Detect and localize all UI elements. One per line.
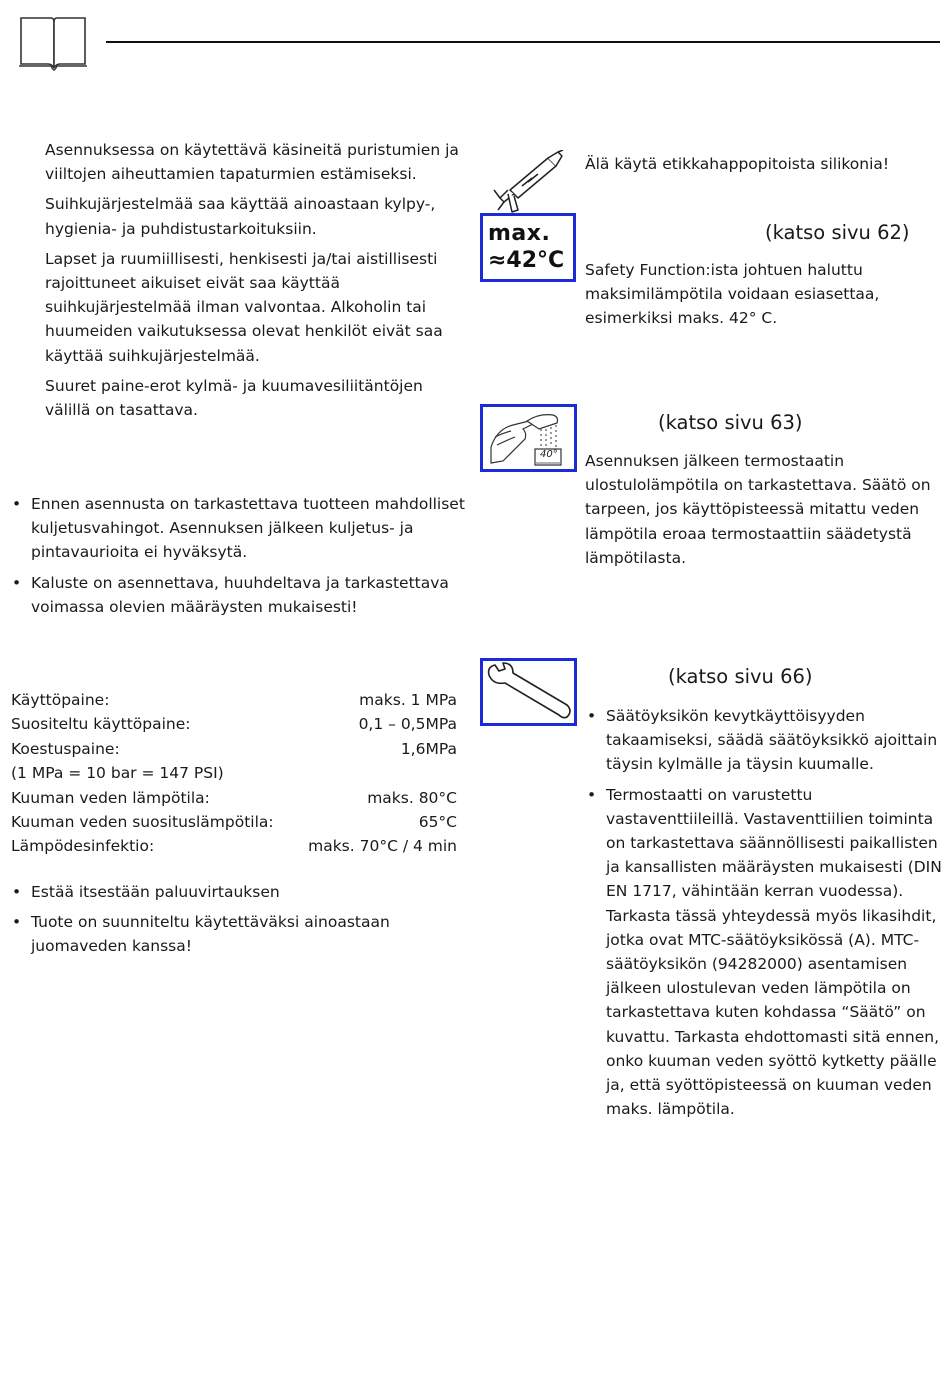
list-item: • Tuote on suunniteltu käytettäväksi ainoastaan juomaveden kanssa! (10, 910, 470, 958)
silicone-warning: Älä käytä etikkahappopitoista silikonia! (585, 155, 890, 173)
page-reference: (katso sivu 66) (668, 665, 813, 688)
spec-value: 65°C (418, 812, 457, 831)
safety-note: Suuret paine-erot kylmä- ja kuumavesiliitäntöjen välillä on tasattava. (45, 376, 423, 420)
open-book-icon (18, 14, 88, 72)
spec-value: maks. 80°C (367, 788, 457, 807)
safety-notes (45, 138, 465, 428)
technical-data (11, 688, 457, 859)
list-item: • Ennen asennusta on tarkastettava tuotteen mahdolliset kuljetusvahingot. Asennuksen jälkeen kuljetus- ja pintavaurioita ei hyväksytä. (10, 492, 470, 565)
thermometer-display: 40° (540, 449, 558, 460)
spec-label: Kuuman veden lämpötila: (11, 788, 210, 807)
installation-notes (10, 492, 470, 625)
safety-note: Suihkujärjestelmää saa käyttää ainoastaan kylpy-, hygienia- ja puhdistustarkoituksiin. (45, 195, 436, 238)
silicone-gun-icon (492, 150, 564, 214)
header-rule (106, 41, 940, 43)
spec-value: maks. 70°C / 4 min (308, 837, 457, 856)
spec-row (11, 761, 457, 785)
symbol-notes (10, 880, 470, 965)
max-temp-label: ≈42°C (488, 248, 565, 273)
spec-row (11, 786, 457, 810)
hand-shower-drawing (483, 407, 574, 469)
spec-row (11, 737, 457, 761)
spec-label: Käyttöpaine: (11, 691, 110, 709)
spec-label: Lämpödesinfektio: (11, 837, 155, 856)
list-item-text: Termostaatti on varustettu vastaventtiileillä. Vastaventtiilien toiminta on tarkastettava säännöllisesti paikallisten ja kansallisten määräysten mukaisesti (DIN EN 1717, vähintään kerran vuodessa). (606, 785, 942, 901)
spec-value: maks. 1 MPa (359, 691, 457, 709)
spec-label: Kuuman veden suosituslämpötila: (11, 812, 274, 831)
safety-note: Asennuksessa on käytettävä käsineitä puristumien ja viiltojen aiheuttamien tapaturmien estämiseksi. (45, 141, 459, 184)
max-temperature-icon (480, 213, 576, 282)
list-item: • Estää itsestään paluuvirtauksen (10, 880, 470, 904)
spec-row (11, 810, 457, 834)
list-item: • Säätöyksikön kevytkäyttöisyyden takaamiseksi, säädä säätöyksikkö ajoittain täysin kylmälle ja täysin kuumalle. (585, 704, 945, 777)
spec-row (11, 712, 457, 736)
list-item: • Kaluste on asennettava, huuhdeltava ja tarkastettava voimassa olevien määräysten mukaisesti! (10, 571, 470, 619)
spec-row (11, 688, 457, 712)
spec-label: Koestuspaine: (11, 739, 120, 758)
adjustment-text: Asennuksen jälkeen termostaatin ulostulolämpötila on tarkastettava. Säätö on tarpeen, jos käyttöpisteessä mitattu veden lämpötila eroaa termostaattiin säädetystä lämpötilasta. (585, 452, 931, 567)
spec-label: (1 MPa = 10 bar = 147 PSI) (11, 764, 224, 783)
thermometer-hand-icon (480, 404, 577, 472)
maintenance-notes (585, 704, 945, 1127)
page-reference: (katso sivu 62) (765, 221, 910, 244)
list-item-continuation: Tarkasta tässä yhteydessä myös likasihdit, jotka ovat MTC-säätöyksikössä (A). MTC-säätöyksikön (94282000) asentamisen jälkeen ulostulevan veden lämpötila on tarkastettava kuten kohdassa “Säätö” on kuvattu. Tarkasta ehdottomasti sitä ennen, onko kuuman veden syöttö kytketty päälle ja, että syöttöpisteessä on kuuman veden maks. lämpötila. (606, 906, 940, 1119)
safety-function-text: Safety Function:ista johtuen haluttu maksimilämpötila voidaan esiasettaa, esimerkiksi maks. 42° C. (585, 261, 880, 328)
max-label: max. (488, 221, 551, 246)
spec-label: Suositeltu käyttöpaine: (11, 715, 191, 734)
spec-value: 1,6MPa (400, 739, 457, 758)
page-reference: (katso sivu 63) (658, 411, 803, 434)
list-item (585, 783, 945, 1122)
spec-value: 0,1 – 0,5MPa (358, 715, 457, 734)
safety-note: Lapset ja ruumiillisesti, henkisesti ja/tai aistillisesti rajoittuneet aikuiset eivät saa käyttää suihkujärjestelmää ilman valvontaa. Alkoholin tai huumeiden vaikutuksessa olevat henkilöt eivät saa käyttää suihkujärjestelmää. (45, 249, 443, 365)
wrench-icon (480, 658, 577, 726)
spec-row (11, 834, 457, 858)
